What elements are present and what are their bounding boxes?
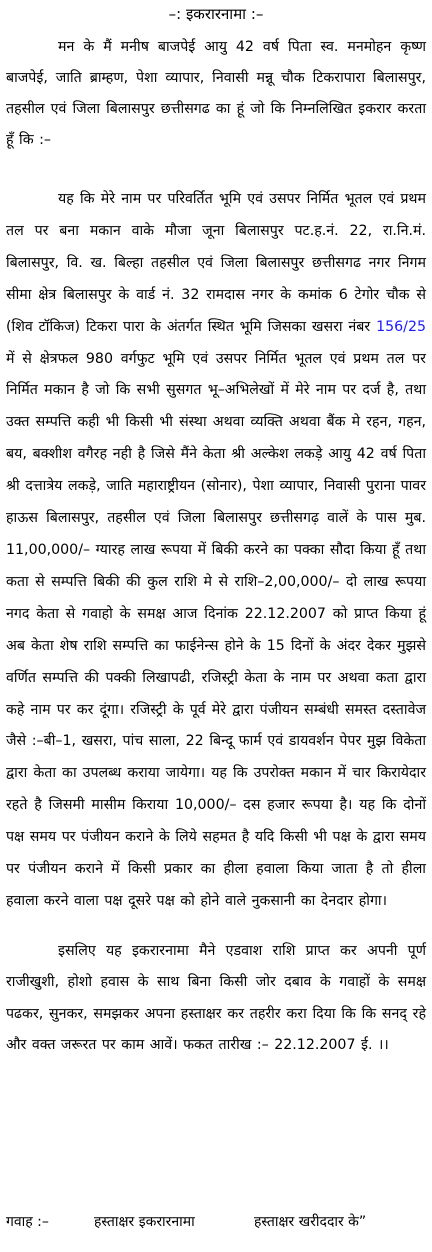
document-title: –: इकरारनामा :– [168, 5, 264, 23]
witness-label: गवाह :– [6, 1214, 49, 1230]
agreement-signature-label: हस्ताक्षर इकरारनामा [94, 1214, 195, 1230]
signature-line [6, 1210, 426, 1234]
buyer-signature-label: हस्ताक्षर खरीददार के” [254, 1214, 367, 1230]
property-terms-paragraph [6, 184, 426, 918]
khasra-number: 156/25 [376, 318, 426, 335]
closing-paragraph: इसलिए यह इकरारनामा मैने एडवाश राशि प्राप्त कर अपनी पूर्ण राजीखुशी, होशो हवास के साथ बिना किसी जोर दबाव के गवाहों के समक्ष पढकर, सुनकर, समझकर अपना हस्ताक्षर कर तहरीर करा दिया कि कि सनद् रहे और वक्त जरूरत पर काम आवें। फकत तारीख :– 22.12.2007 ई. ।। [6, 942, 426, 1054]
property-description-text: यह कि मेरे नाम पर परिवर्तित भूमि एवं उसपर निर्मित भूतल एवं प्रथम तल पर बना मकान वाके मौजा जूना बिलासपुर पट.ह.नं. 22, रा.नि.मं. बिलासपुर, वि. ख. बिल्हा तहसील एवं जिला बिलासपुर छत्तीसगढ नगर निगम सीमा क्षेत्र बिलासपुर के वार्ड नं. 32 रामदास नगर के कमांक 6 टेगोर चौक से (शिव टॉकिज) टिकरा पारा के अंतर्गत स्थित भूमि जिसका खसरा नंबर [6, 191, 426, 335]
declarant-paragraph: मन के मैं मनीष बाजपेई आयु 42 वर्ष पिता स्व. मनमोहन कृष्ण बाजपेई, जाति ब्राम्हण, पेशा व्यापार, निवासी मन्नू चौक टिकरापारा बिलासपुर, तहसील एवं जिला बिलासपुर छत्तीसगढ का हूं जो कि निम्नलिखित इकरार करता हूँ कि :– [6, 39, 426, 148]
sale-terms-text: में से क्षेत्रफल 980 वर्गफुट भूमि एवं उसपर निर्मित भूतल एवं प्रथम तल पर निर्मित मकान है जो कि सभी सुसगत भू–अभिलेखों में मेरे नाम पर दर्ज है, तथा उक्त सम्पत्ति कही भी किसी भी संस्था अथवा व्यक्ति अथवा बैंक मे रहन, गहन, बय, बक्शीश वगैरह नही है जिसे मैंने केता श्री अल्केश लकड़े आयु 42 वर्ष पिता श्री दत्तात्रेय लकड़े, जाति महाराष्ट्रीयन (सोनार), पेशा व्यापार, निवासी पुराना पावर हाऊस बिलासपुर, तहसील एवं जिला बिलासपुर छत्तीसगढ़ वालें के पास मुब. 11,00,000/– ग्यारह लाख रूपया में बिकी करने का पक्का सौदा किया हूँ तथा कता से सम्पत्ति बिकी की कुल राशि मे से राशि–2,00,000/– दो लाख रूपया नगद केता से गवाहो के समक्ष आज दिनांक 22.12.2007 को प्राप्त किया हूं अब केता शेष राशि सम्पत्ति का फाईनेन्स होने के 15 दिनों के अंदर देकर मुझसे वर्णित सम्पत्ति की पक्की लिखापढी, रजिस्ट्री केता के नाम पर अथवा कता द्वारा कहे नाम पर कर दूंगा। रजिस्ट्री के पूर्व मेरे द्वारा पंजीयन सम्बंधी समस्त दस्तावेज जैसे :–बी–1, खसरा, पांच साला, 22 बिन्दू फार्म एवं डायवर्शन पेपर मुझ विकेता द्वारा केता का उपलब्ध कराया जायेगा। यह कि उपरोक्त मकान में चार किरायेदार रहते है जिसमी मासीम किराया 10,000/– दस हजार रूपया है। यह कि दोनों पक्ष समय पर पंजीयन कराने के लिये सहमत है यदि किसी भी पक्ष के द्वारा समय पर पंजीयन कराने में किसी प्रकार का हीला हवाला किया जाता है तो हीला हवाला करने वाला पक्ष दूसरे पक्ष को होने वाले नुकसानी का देनदार होगा। [6, 350, 426, 909]
